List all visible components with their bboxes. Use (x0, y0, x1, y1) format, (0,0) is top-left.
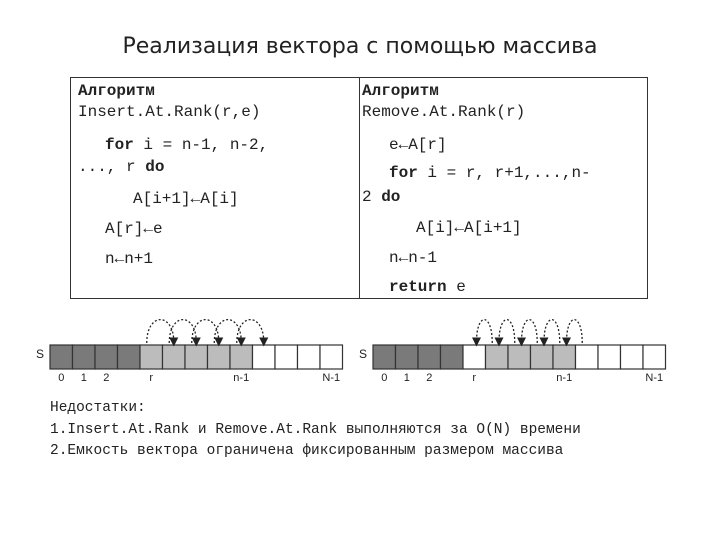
array-cell (185, 345, 208, 369)
insert-array-diagram (36, 320, 343, 384)
array-cell (643, 345, 666, 369)
shift-arrow (169, 320, 196, 343)
insert-body-shift: A[i+1]←A[i] (133, 190, 239, 208)
for-range-cont: 2 (362, 188, 382, 206)
array-tick-label: r (149, 372, 154, 384)
shift-arrow (477, 320, 493, 343)
shift-arrow (522, 320, 538, 343)
array-cell (463, 345, 486, 369)
array-tick-label: n-1 (233, 372, 250, 384)
shift-arrow (499, 320, 515, 343)
array-cell (95, 345, 118, 369)
shift-arrow (544, 320, 560, 343)
array-cell (230, 345, 253, 369)
array-cell (298, 345, 321, 369)
drawback-item-2: 2.Емкость вектора ограничена фиксированным размером массива (50, 443, 564, 459)
array-cell (140, 345, 163, 369)
remove-body-decrement: n←n-1 (389, 249, 438, 267)
slide-title: Реализация вектора с помощью массива (122, 34, 598, 59)
array-label: S (36, 347, 45, 361)
array-cell (418, 345, 441, 369)
return-keyword: return (389, 278, 447, 296)
for-keyword: for (389, 164, 418, 182)
drawback-item-1: 1.Insert.At.Rank и Remove.At.Rank выполняются за O(N) времени (50, 422, 581, 438)
array-tick-label: 1 (80, 372, 87, 384)
array-tick-label: r (472, 372, 477, 384)
array-tick-label: N-1 (645, 372, 664, 384)
array-cell (373, 345, 396, 369)
array-cell (508, 345, 531, 369)
array-tick-label: 2 (103, 372, 110, 384)
for-range-cont: ..., r (78, 158, 146, 176)
remove-name: Remove.At.Rank(r) (362, 103, 526, 121)
array-cell (553, 345, 576, 369)
array-cell (576, 345, 599, 369)
do-keyword: do (145, 158, 165, 176)
shift-arrow (147, 320, 174, 343)
array-cell (50, 345, 73, 369)
insert-body-increment: n←n+1 (105, 250, 154, 268)
shift-arrow (192, 320, 219, 343)
array-cell (275, 345, 298, 369)
array-label: S (359, 347, 368, 361)
for-range: i = r, r+1,...,n- (417, 164, 591, 182)
array-cell (118, 345, 141, 369)
for-keyword: for (105, 136, 134, 154)
array-tick-label: n-1 (556, 372, 573, 384)
array-tick-label: 0 (58, 372, 65, 384)
shift-arrow (237, 320, 264, 343)
insert-heading: Алгоритм (78, 82, 155, 100)
remove-heading: Алгоритм (362, 82, 439, 100)
array-cell (598, 345, 621, 369)
array-cell (441, 345, 464, 369)
for-range: i = n-1, n-2, (133, 136, 269, 154)
array-cell (396, 345, 419, 369)
remove-array-diagram (359, 320, 666, 384)
array-tick-label: 0 (381, 372, 388, 384)
array-tick-label: 2 (426, 372, 433, 384)
array-cell (320, 345, 343, 369)
return-value: e (446, 278, 466, 296)
shift-arrow (567, 320, 583, 343)
array-cell (208, 345, 231, 369)
remove-save-element: e←A[r] (389, 136, 447, 154)
array-cell (531, 345, 554, 369)
array-tick-label: 1 (403, 372, 410, 384)
array-cell (486, 345, 509, 369)
array-tick-label: N-1 (322, 372, 341, 384)
drawbacks-heading: Недостатки: (50, 400, 146, 416)
insert-body-assign: A[r]←e (105, 220, 163, 238)
array-cell (163, 345, 186, 369)
array-cell (253, 345, 276, 369)
insert-name: Insert.At.Rank(r,e) (78, 103, 261, 121)
array-cell (621, 345, 644, 369)
array-cell (73, 345, 96, 369)
remove-body-shift: A[i]←A[i+1] (416, 219, 522, 237)
do-keyword: do (381, 188, 401, 206)
shift-arrow (214, 320, 241, 343)
